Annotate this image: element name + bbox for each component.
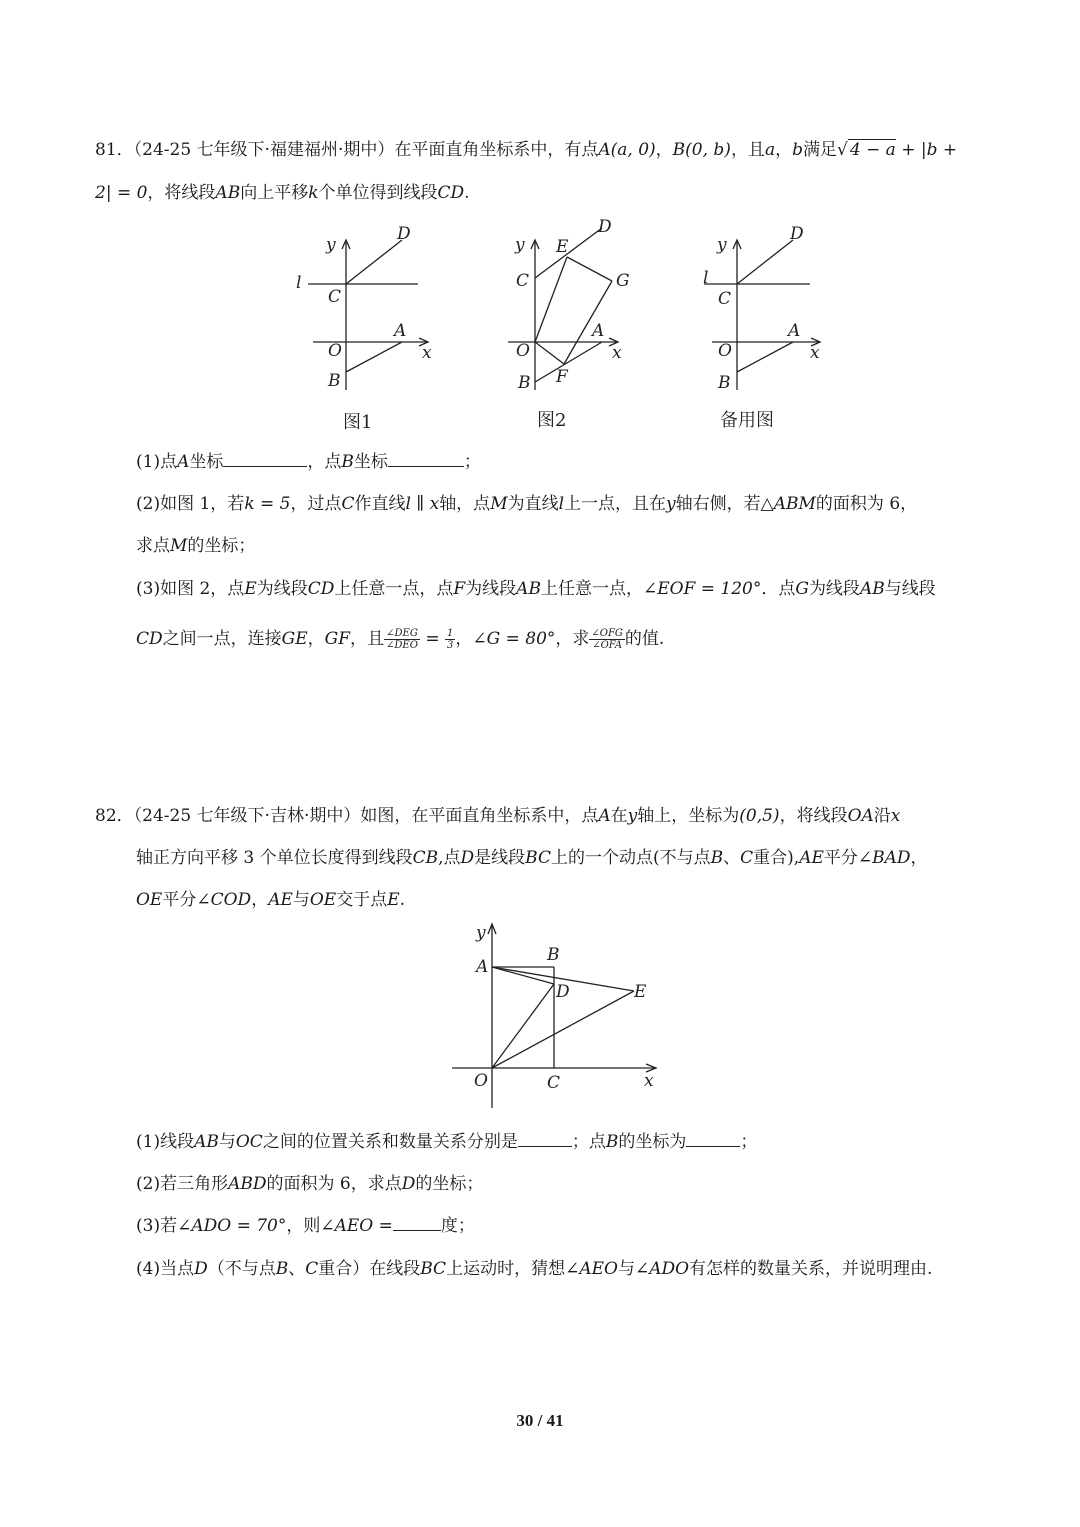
fig2-label-y: y bbox=[515, 235, 525, 255]
fig1-label-d: D bbox=[397, 224, 411, 244]
fraction-one-third: $\frac{1}{3}$ bbox=[447, 628, 454, 651]
fig2-segment-ab bbox=[535, 342, 602, 382]
fig2-label-c: C bbox=[516, 271, 530, 291]
fig2-caption: 图2 bbox=[537, 410, 567, 431]
q81-line-1: 81．（24-25 七年级下·福建福州·期中）在平面直角坐标系中，有点A(a, 0)，B(0, b)，且a，b满足√ 4 − a + |b + bbox=[95, 140, 958, 160]
q82-label-o: O bbox=[474, 1071, 488, 1091]
q82-part-3: (3)若∠ADO = 70°，则∠AEO = 度； bbox=[136, 1216, 475, 1236]
fraction-ofg-ofa: $\frac{\text{∠OFG}}{\text{∠OFA}}$ bbox=[591, 628, 623, 651]
fig1-caption: 图1 bbox=[343, 412, 373, 433]
fig1-label-x: x bbox=[422, 343, 432, 363]
fig2-label-b: B bbox=[518, 373, 531, 393]
q82-label-c: C bbox=[547, 1073, 561, 1093]
fig2-label-a: A bbox=[592, 321, 605, 341]
q82-segment-oe bbox=[492, 991, 634, 1068]
fig1-label-b: B bbox=[328, 371, 341, 391]
q81-figures bbox=[280, 212, 840, 440]
q82-number: 82． bbox=[95, 806, 134, 826]
q81-part-3: (3)如图 2，点E为线段CD上任意一点，点F为线段AB上任意一点，∠EOF = 120°．点G为线段AB与线段 bbox=[136, 579, 936, 599]
answer-blank-b-coord[interactable] bbox=[686, 1130, 740, 1147]
q81-figure-backup bbox=[704, 240, 820, 390]
q81-number: 81． bbox=[95, 140, 134, 160]
fig2-label-e: E bbox=[556, 237, 569, 257]
fig1-label-a: A bbox=[394, 321, 407, 341]
fig3-label-l: l bbox=[703, 268, 709, 288]
fig3-label-x: x bbox=[810, 343, 820, 363]
answer-blank-angle[interactable] bbox=[393, 1214, 441, 1231]
q82-label-e: E bbox=[634, 982, 647, 1002]
answer-blank-relation[interactable] bbox=[518, 1130, 572, 1147]
q82-part-4: (4)当点D（不与点B、C重合）在线段BC上运动时，猜想∠AEO与∠ADO有怎样的数量关系，并说明理由. bbox=[136, 1259, 933, 1279]
fig2-segment-oe bbox=[535, 257, 567, 342]
fig2-label-g: G bbox=[616, 271, 630, 291]
q82-line-3: OE平分∠COD，AE与OE交于点E. bbox=[136, 890, 406, 910]
fig3-caption: 备用图 bbox=[720, 410, 774, 431]
q81-source: （24-25 七年级下·福建福州·期中） bbox=[133, 140, 395, 160]
fig2-segment-gf bbox=[564, 281, 612, 364]
q81-figure-1-labels bbox=[296, 224, 432, 433]
q82-segment-od bbox=[492, 984, 554, 1068]
fig2-segment-eg bbox=[567, 257, 612, 281]
fig1-label-o: O bbox=[328, 341, 342, 361]
fig2-segment-of bbox=[535, 342, 564, 364]
q82-label-b: B bbox=[547, 945, 560, 965]
page-number: 30 / 41 bbox=[516, 1411, 564, 1430]
answer-blank-a[interactable] bbox=[223, 450, 307, 467]
q82-figure bbox=[440, 918, 670, 1114]
q82-part-1: (1)线段AB与OC之间的位置关系和数量关系分别是 ；点B的坐标为 ； bbox=[136, 1132, 758, 1152]
q82-line-1: 82．（24-25 七年级下·吉林·期中）如图，在平面直角坐标系中，点A在y轴上，坐标为(0,5)，将线段OA沿x bbox=[95, 806, 901, 826]
q82-line-2: 轴正方向平移 3 个单位长度得到线段CB,点D是线段BC上的一个动点(不与点B、C重合),AE平分∠BAD， bbox=[136, 848, 928, 868]
q81-figure-1 bbox=[308, 240, 428, 390]
fig3-label-d: D bbox=[790, 224, 804, 244]
fig3-label-b: B bbox=[718, 373, 731, 393]
fig1-label-c: C bbox=[328, 287, 342, 307]
fig2-label-d: D bbox=[598, 217, 612, 237]
q82-label-x: x bbox=[644, 1071, 654, 1091]
fig2-label-f: F bbox=[556, 367, 568, 387]
q81-part-3-line-2: CD之间一点，连接GE，GF，且 $\frac{\text{∠DEG}}{\text{∠DEO}}$ = $\frac{1}{3}$ ，∠G = 80°，求 $\frac{\text{∠OFG}}{\text{∠OFA}}$ 的值. bbox=[136, 628, 665, 651]
fig1-label-y: y bbox=[326, 235, 336, 255]
fig2-label-x: x bbox=[612, 343, 622, 363]
fig1-label-l: l bbox=[296, 273, 302, 293]
fig3-segment-cd bbox=[737, 240, 793, 284]
q81-part-2: (2)如图 1，若k = 5，过点C作直线l ∥ x轴，点M为直线l上一点，且在y轴右侧，若△ABM的面积为 6， bbox=[136, 494, 918, 514]
fig3-label-c: C bbox=[718, 289, 732, 309]
fig3-segment-ab bbox=[737, 342, 793, 372]
q82-label-d: D bbox=[556, 982, 570, 1002]
fig1-segment-cd bbox=[346, 240, 402, 284]
q81-figure-backup-labels bbox=[703, 224, 820, 431]
fig1-segment-ab bbox=[346, 342, 402, 372]
fig3-label-y: y bbox=[717, 235, 727, 255]
fig3-label-o: O bbox=[718, 341, 732, 361]
answer-blank-b[interactable] bbox=[388, 450, 464, 467]
q82-label-a: A bbox=[476, 957, 489, 977]
q81-line-2: 2| = 0，将线段AB向上平移k个单位得到线段CD. bbox=[95, 183, 470, 203]
q82-label-y: y bbox=[476, 923, 486, 943]
q81-part-1: (1)点A坐标 ，点B坐标 ； bbox=[136, 452, 481, 472]
fig2-label-o: O bbox=[516, 341, 530, 361]
q82-source: （24-25 七年级下·吉林·期中） bbox=[133, 806, 361, 826]
q81-part-2-line-2: 求点M的坐标； bbox=[136, 536, 256, 556]
q82-part-2: (2)若三角形ABD的面积为 6，求点D的坐标； bbox=[136, 1174, 484, 1194]
fig3-label-a: A bbox=[788, 321, 801, 341]
fraction-deg-deo: $\frac{\text{∠DEG}}{\text{∠DEO}}$ bbox=[386, 628, 418, 651]
